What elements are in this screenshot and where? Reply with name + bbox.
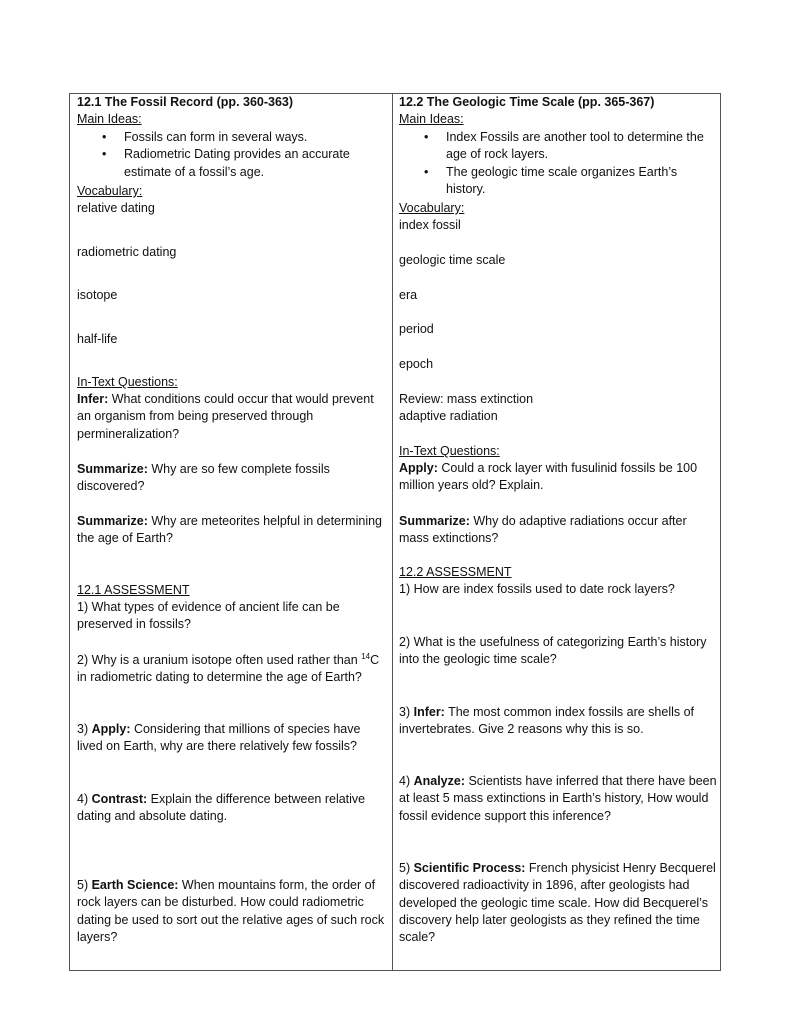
intext-questions-label: In-Text Questions: [399, 444, 500, 458]
assessment-question: 5) Earth Science: When mountains form, the order of rock layers can be disturbed. How could radiometric dating be used to sort out the relative ages of such rock layers? [77, 878, 385, 944]
vocab-term: half-life [77, 332, 118, 346]
section-title: 12.1 The Fossil Record (pp. 360-363) [77, 95, 294, 109]
list-item: • Fossils can form in several ways. [77, 129, 387, 146]
list-item: • Index Fossils are another tool to determine the age of rock layers. [424, 130, 704, 162]
vocab-term: relative dating [77, 201, 155, 215]
list-item: • The geologic time scale organizes Earth’s history. [424, 164, 678, 196]
bullet-icon: • [102, 147, 107, 162]
review-line: Review: mass extinction [399, 392, 534, 406]
vocab-term: radiometric dating [77, 245, 177, 259]
question: Summarize: Why are so few complete fossils discovered? [77, 462, 330, 494]
question: Infer: What conditions could occur that would prevent an organism from being preserved through permineralization? [77, 392, 374, 441]
review-line: adaptive radiation [399, 409, 498, 423]
main-ideas-label: Main Ideas: [399, 112, 464, 126]
main-ideas-label: Main Ideas: [77, 112, 142, 126]
assessment-question: 1) How are index fossils used to date rock layers? [399, 582, 675, 596]
assessment-question: 3) Apply: Considering that millions of species have lived on Earth, why are there relatively few fossils? [77, 722, 361, 754]
vocab-term: geologic time scale [399, 253, 506, 267]
assessment-question: 2) What is the usefulness of categorizing Earth’s history into the geologic time scale? [399, 635, 707, 667]
assessment-label: 12.1 ASSESSMENT [77, 583, 190, 597]
question: Summarize: Why are meteorites helpful in determining the age of Earth? [77, 514, 382, 546]
assessment-label: 12.2 ASSESSMENT [399, 565, 512, 579]
worksheet-table [69, 93, 721, 971]
main-ideas-list [399, 129, 717, 198]
assessment-question: 4) Analyze: Scientists have inferred that there have been at least 5 mass extinctions in Earth’s history, How would fossil evidence support this inference? [399, 774, 717, 823]
vocab-term: index fossil [399, 218, 461, 232]
vocab-term: isotope [77, 288, 118, 302]
assessment-question: 1) What types of evidence of ancient life can be preserved in fossils? [77, 600, 340, 632]
intext-questions-label: In-Text Questions: [77, 375, 178, 389]
assessment-question: 5) Scientific Process: French physicist Henry Becquerel discovered radioactivity in 1896, after geologists had developed the geologic time scale. How did Becquerel’s discovery help later geologists as they refined the time scale? [399, 861, 716, 945]
vocab-term: era [399, 288, 418, 302]
question: Apply: Could a rock layer with fusulinid fossils be 100 million years old? Explain. [399, 461, 698, 493]
column-divider [392, 94, 393, 970]
main-ideas-list [77, 129, 387, 181]
assessment-question: 2) Why is a uranium isotope often used rather than $^{14}$C in radiometric dating to determine the age of Earth? [77, 651, 380, 685]
bullet-icon: • [102, 130, 107, 144]
section-title: 12.2 The Geologic Time Scale (pp. 365-367) [399, 95, 655, 109]
assessment-question: 4) Contrast: Explain the difference between relative dating and absolute dating. [77, 792, 366, 824]
bullet-icon: • [424, 130, 429, 144]
vocab-term: period [399, 322, 434, 336]
list-item: • Radiometric Dating provides an accurate estimate of a fossil’s age. [102, 147, 350, 179]
assessment-question: 3) Infer: The most common index fossils are shells of invertebrates. Give 2 reasons why this is so. [399, 705, 695, 737]
question: Summarize: Why do adaptive radiations occur after mass extinctions? [399, 514, 687, 546]
vocab-term: epoch [399, 357, 434, 371]
vocabulary-label: Vocabulary: [399, 201, 465, 215]
vocabulary-label: Vocabulary: [77, 184, 143, 198]
bullet-icon: • [424, 164, 429, 179]
